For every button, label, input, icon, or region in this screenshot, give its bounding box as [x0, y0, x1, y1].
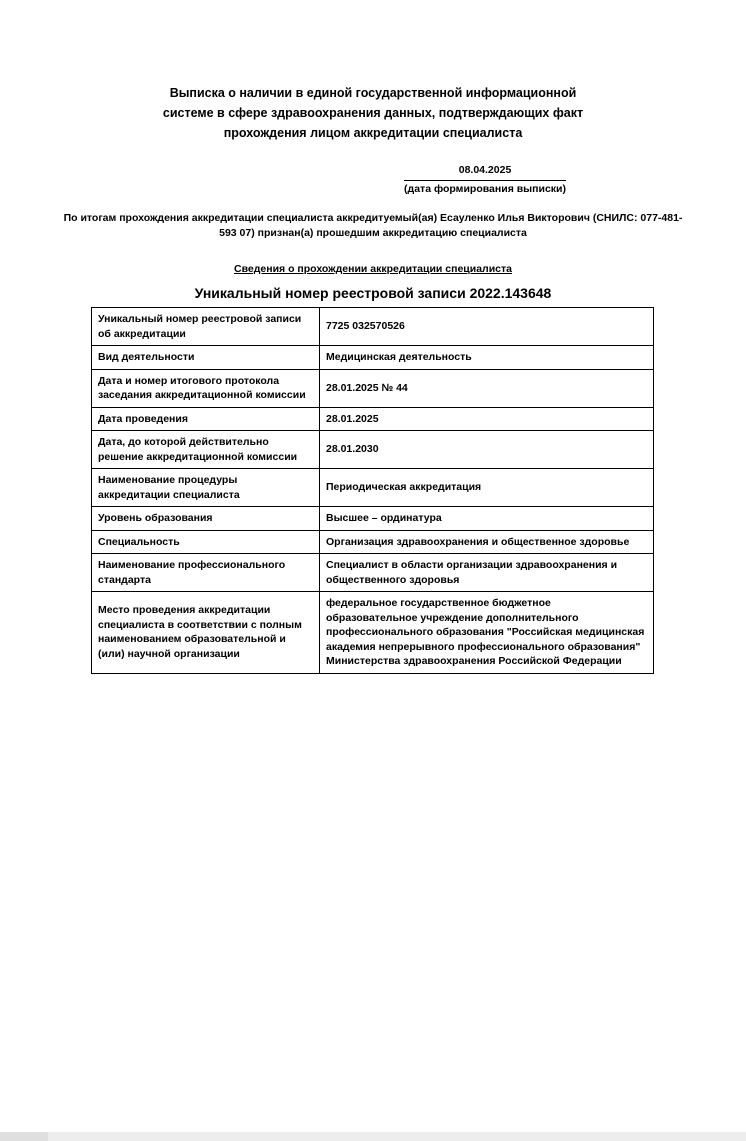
table-row — [92, 507, 654, 531]
table-row-label: Уровень образования — [92, 507, 320, 531]
table-row — [92, 369, 654, 407]
horizontal-scrollbar-thumb[interactable] — [0, 1132, 48, 1141]
extract-date-caption: (дата формирования выписки) — [404, 183, 566, 195]
accreditation-table — [91, 307, 654, 674]
horizontal-scrollbar-track[interactable] — [0, 1132, 746, 1141]
table-row-label: Наименование профессионального стандарта — [92, 554, 320, 592]
table-row-value: 28.01.2025 № 44 — [320, 369, 654, 407]
accreditation-table-body — [92, 308, 654, 674]
document-title-line: прохождения лицом аккредитации специалиста — [223, 126, 523, 140]
table-row — [92, 469, 654, 507]
table-row-value: Высшее – ординатура — [320, 507, 654, 531]
record-number-heading: Уникальный номер реестровой записи 2022.143648 — [194, 285, 552, 301]
table-row — [92, 592, 654, 674]
extract-date-block — [404, 163, 566, 197]
table-row — [92, 308, 654, 346]
document-title-line: Выписка о наличии в единой государственной информационной — [169, 86, 577, 100]
table-row-label: Вид деятельности — [92, 346, 320, 370]
section-heading: Сведения о прохождении аккредитации специалиста — [234, 263, 512, 275]
table-row-value: Медицинская деятельность — [320, 346, 654, 370]
intro-paragraph-line: По итогам прохождения аккредитации специалиста аккредитуемый(ая) Есауленко Илья Викторович (СНИЛС: 077-481- — [63, 212, 683, 224]
table-row-value: федеральное государственное бюджетное образовательное учреждение дополнительного профессионального образования "Российская медицинская академия непрерывного профессионального образования" Министерства здравоохранения Российской Федерации — [320, 592, 654, 674]
table-row — [92, 530, 654, 554]
table-row-value: Специалист в области организации здравоохранения и общественного здоровья — [320, 554, 654, 592]
table-row-value: Организация здравоохранения и общественное здоровье — [320, 530, 654, 554]
document-page — [0, 83, 746, 1141]
table-row-label: Уникальный номер реестровой записи об аккредитации — [92, 308, 320, 346]
table-row-value: 28.01.2025 — [320, 407, 654, 431]
intro-paragraph — [33, 211, 713, 241]
document-title-line: системе в сфере здравоохранения данных, подтверждающих факт — [162, 106, 584, 120]
table-row — [92, 407, 654, 431]
intro-paragraph-line: 593 07) признан(а) прошедшим аккредитацию специалиста — [219, 227, 527, 239]
table-row-label: Дата и номер итогового протокола заседания аккредитационной комиссии — [92, 369, 320, 407]
table-row-value: 7725 032570526 — [320, 308, 654, 346]
extract-date: 08.04.2025 — [404, 163, 566, 181]
table-row — [92, 431, 654, 469]
table-row-label: Специальность — [92, 530, 320, 554]
table-row-label: Дата, до которой действительно решение аккредитационной комиссии — [92, 431, 320, 469]
table-row-label: Наименование процедуры аккредитации специалиста — [92, 469, 320, 507]
table-row-value: 28.01.2030 — [320, 431, 654, 469]
table-row — [92, 346, 654, 370]
table-row-value: Периодическая аккредитация — [320, 469, 654, 507]
table-row-label: Дата проведения — [92, 407, 320, 431]
table-row — [92, 554, 654, 592]
table-row-label: Место проведения аккредитации специалиста в соответствии с полным наименованием образовательной и (или) научной организации — [92, 592, 320, 674]
document-title — [73, 83, 673, 143]
